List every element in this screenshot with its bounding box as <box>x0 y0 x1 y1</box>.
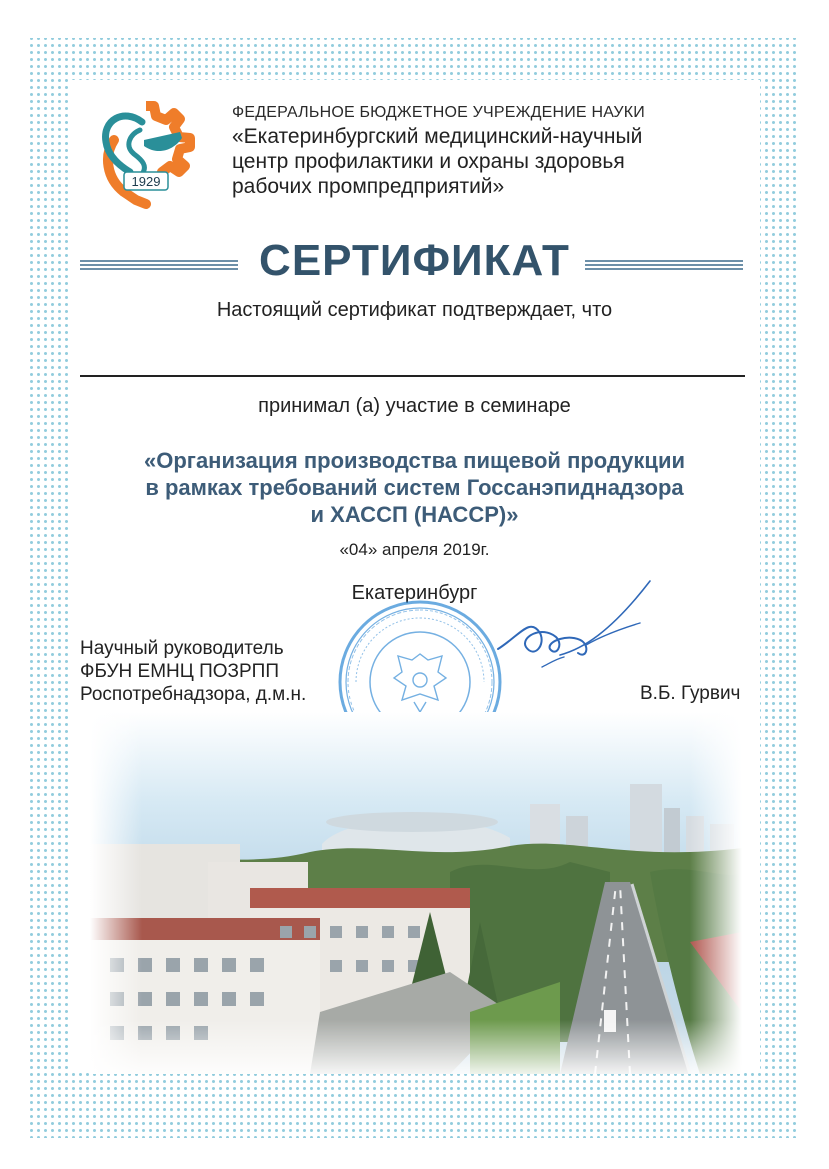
seminar-title-line-1: «Организация производства пищевой продукции <box>144 448 685 473</box>
organization-header <box>232 102 812 199</box>
seminar-title-line-3: и ХАССП (НАССР)» <box>310 502 519 527</box>
title-row <box>0 236 829 292</box>
organization-name-line-3: рабочих промпредприятий» <box>232 175 505 198</box>
confirm-text: Настоящий сертификат подтверждает, что <box>216 299 613 321</box>
seminar-title <box>0 447 829 528</box>
signatory-position-line-1: Научный руководитель <box>80 638 284 659</box>
seminar-city: Екатеринбург <box>351 582 478 604</box>
signatory-position <box>80 637 306 706</box>
signatory-name: В.Б. Гурвич <box>640 683 741 704</box>
title-rule-right <box>585 260 743 270</box>
certificate-title: СЕРТИФИКАТ <box>259 236 570 285</box>
signatory-position-line-2: ФБУН ЕМНЦ ПОЗРПП <box>80 661 279 682</box>
gear-heart-bowl-logo <box>84 100 208 212</box>
handwritten-signature <box>490 575 660 685</box>
signatory-position-line-3: Роспотребнадзора, д.м.н. <box>80 684 307 705</box>
organization-type: ФЕДЕРАЛЬНОЕ БЮДЖЕТНОЕ УЧРЕЖДЕНИЕ НАУКИ <box>232 104 645 121</box>
city-panorama-photo <box>90 712 742 1074</box>
logo-year: 1929 <box>131 174 161 189</box>
organization-name-line-2: центр профилактики и охраны здоровья <box>232 150 625 173</box>
seminar-title-line-2: в рамках требований систем Госсанэпиднадзора <box>145 475 684 500</box>
recipient-name-line <box>80 375 745 377</box>
organization-name-line-1: «Екатеринбургский медицинский-научный <box>232 125 643 148</box>
participation-text: принимал (а) участие в семинаре <box>258 395 571 417</box>
seminar-date: «04» апреля 2019г. <box>339 540 490 559</box>
eagle-emblem-icon <box>394 654 446 712</box>
